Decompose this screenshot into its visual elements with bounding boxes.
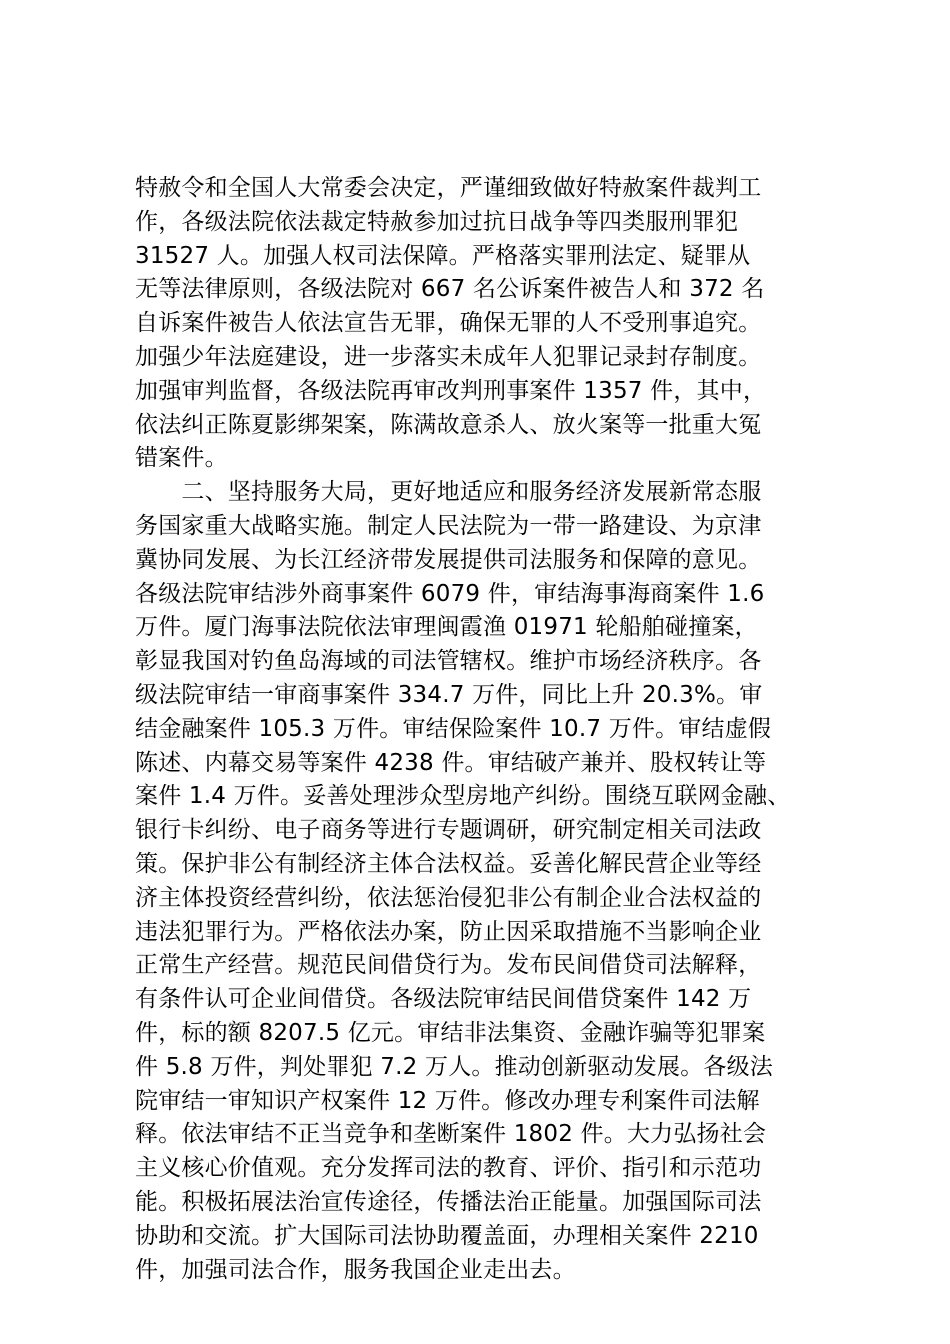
body-text xyxy=(135,172,835,1287)
text-line: 冀协同发展、为长江经济带发展提供司法服务和保障的意见。 xyxy=(135,546,762,573)
text-line: 加强少年法庭建设，进一步落实未成年人犯罪记录封存制度。 xyxy=(135,343,762,370)
text-line: 31527 人。加强人权司法保障。严格落实罪刑法定、疑罪从 xyxy=(135,242,751,269)
text-line: 错案件。 xyxy=(135,445,228,472)
text-line: 违法犯罪行为。严格依法办案，防止因采取措施不当影响企业 xyxy=(135,918,762,945)
text-line: 特赦令和全国人大常委会决定，严谨细致做好特赦案件裁判工 xyxy=(135,175,762,201)
text-line: 级法院审结一审商事案件 334.7 万件，同比上升 20.3%。审 xyxy=(135,681,763,708)
text-line: 无等法律原则，各级法院对 667 名公诉案件被告人和 372 名 xyxy=(135,276,765,303)
text-line: 有条件认可企业间借贷。各级法院审结民间借贷案件 142 万 xyxy=(135,986,752,1013)
text-line: 主义核心价值观。充分发挥司法的教育、评价、指引和示范功 xyxy=(135,1155,762,1182)
text-line: 院审结一审知识产权案件 12 万件。修改办理专利案件司法解 xyxy=(135,1087,760,1114)
text-line: 银行卡纠纷、电子商务等进行专题调研，研究制定相关司法政 xyxy=(135,817,762,844)
text-line: 策。保护非公有制经济主体合法权益。妥善化解民营企业等经 xyxy=(135,850,762,877)
text-line: 能。积极拓展法治宣传途径，传播法治正能量。加强国际司法 xyxy=(135,1188,762,1215)
text-line: 万件。厦门海事法院依法审理闽霞渔 01971 轮船舶碰撞案， xyxy=(135,614,758,641)
text-line: 各级法院审结涉外商事案件 6079 件，审结海事海商案件 1.6 xyxy=(135,580,765,607)
text-line: 自诉案件被告人依法宣告无罪，确保无罪的人不受刑事追究。 xyxy=(135,310,762,337)
text-line: 陈述、内幕交易等案件 4238 件。审结破产兼并、股权转让等 xyxy=(135,749,767,776)
text-line: 件，加强司法合作，服务我国企业走出去。 xyxy=(135,1256,576,1283)
text-line: 协助和交流。扩大国际司法协助覆盖面，办理相关案件 2210 xyxy=(135,1222,759,1249)
text-line: 正常生产经营。规范民间借贷行为。发布民间借贷司法解释， xyxy=(135,952,762,979)
text-line: 务国家重大战略实施。制定人民法院为一带一路建设、为京津 xyxy=(135,512,762,539)
text-line: 依法纠正陈夏影绑架案，陈满故意杀人、放火案等一批重大冤 xyxy=(135,411,762,438)
text-line: 结金融案件 105.3 万件。审结保险案件 10.7 万件。审结虚假 xyxy=(135,715,772,742)
text-line: 作，各级法院依法裁定特赦参加过抗日战争等四类服刑罪犯 xyxy=(135,208,739,235)
text-line: 案件 1.4 万件。妥善处理涉众型房地产纠纷。围绕互联网金融、 xyxy=(135,783,791,810)
text-line: 二、坚持服务大局，更好地适应和服务经济发展新常态服 xyxy=(135,479,762,506)
text-line: 彰显我国对钓鱼岛海域的司法管辖权。维护市场经济秩序。各 xyxy=(135,648,762,675)
text-line: 件，标的额 8207.5 亿元。审结非法集资、金融诈骗等犯罪案 xyxy=(135,1019,766,1046)
text-line: 济主体投资经营纠纷，依法惩治侵犯非公有制企业合法权益的 xyxy=(135,884,762,911)
text-line: 加强审判监督，各级法院再审改判刑事案件 1357 件，其中， xyxy=(135,377,767,404)
text-line: 释。依法审结不正当竞争和垄断案件 1802 件。大力弘扬社会 xyxy=(135,1121,767,1148)
text-line: 件 5.8 万件，判处罪犯 7.2 万人。推动创新驱动发展。各级法 xyxy=(135,1053,773,1080)
